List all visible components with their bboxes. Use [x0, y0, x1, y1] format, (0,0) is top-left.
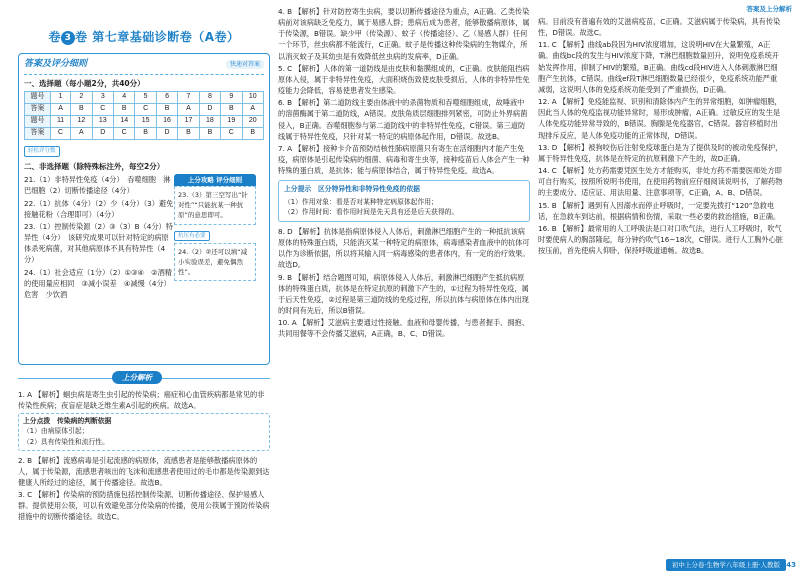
answer-table-cell: B [178, 128, 199, 140]
answer-table-cell: D [156, 128, 177, 140]
answer-table-cell: 13 [92, 116, 113, 128]
analysis-item: 14. C 【解析】处方药需要凭医生处方才能购买，非处方药不需要医师处方即可自行购买，按照所说明书使用，在使用药物前应仔细阅读说明书，了解药物的主要成分、适应证、用法用量、注意事项等，C正确，A、B、D错误。 [538, 166, 783, 198]
answer-table-cell: 20 [242, 116, 263, 128]
answer-table-cell: 1 [51, 92, 71, 104]
answer-table-cell: A [51, 104, 71, 116]
answer-table-cell: 14 [114, 116, 135, 128]
exam-number-badge: 3 [61, 31, 75, 45]
section-2-title: 二、非选择题（除特殊标注外，每空2分） [24, 161, 165, 171]
answer-table-cell: 11 [51, 116, 71, 128]
analysis-item: 3. C 【解析】传染病的预防措施包括控制传染源、切断传播途径、保护易感人群。提供使用公筷，可以有效避免部分传染病的传播，使用公筷属于预防传染病措施中的切断传播途径。故选C。 [18, 489, 270, 522]
section-1-title: 一、选择题（每小题2分，共40分） [24, 78, 145, 88]
answer-table-cell: B [135, 128, 156, 140]
answer-table-cell: C [51, 128, 71, 140]
analysis-item: 10. A 【解析】艾滋病主要通过性接触、血液和母婴传播，与患者握手、拥抱、共同用餐等不会传播艾滋病，A正确，B、C、D错误。 [278, 318, 529, 339]
answer-box-tag: 快速对答案 [226, 60, 264, 69]
answer-table-cell: B [114, 104, 135, 116]
page-title: 卷 3 卷 第七章基础诊断卷（A卷） [48, 30, 240, 44]
answer-table-cell: 12 [71, 116, 92, 128]
answer-21: 21.（1）非特异性免疫（4分） 吞噬细胞 淋巴细胞（2）切断传播途径（4分） [24, 175, 171, 196]
scoring-note-24: 24.（2）②还可以填“减小实验误差，避免偶然性”。 [174, 243, 256, 281]
answer-table-cell: C [114, 128, 135, 140]
scoring-tips [174, 174, 256, 281]
tip-title: 上分点拨 传染病的判断依据 [23, 416, 112, 425]
tip-box: 上分点拨 传染病的判断依据 （1）由病原体引起； （2）具有传染性和流行性。 [18, 413, 270, 451]
answer-table-cell: 2 [71, 92, 92, 104]
analysis-item: 4. B 【解析】针对防控寄生虫病，要以切断传播途径为重点，A正确。乙类传染病前对该病缺乏免疫力，属于易感人群；患病后成为患者，能够散播病原体，属于传染源，B错误。缺少甲（传染源）、蚊子（传播途径）、乙（易感人群）任何一个环节，丝虫病都不能流行，C正确。蚊子是传播这种传染病的生物媒介，所以消灭蚊子及其幼虫是有效降低丝虫病的发病率，D正确。 [278, 7, 530, 61]
analysis-item: 12. A 【解析】免疫能监视、识别和清除体内产生的异常细胞，如肿瘤细胞，因此当人体的免疫监视功能异常时，易形成肿瘤，A正确。过敏反应的发生是人体免疫功能异常导致的，B错误。胸腺是免疫器官，C错误。器官移植时出现排斥反应，是人体免疫功能的正常体现，D错误。 [538, 97, 782, 140]
answer-table-cell: 9 [221, 92, 242, 104]
analysis-divider [18, 371, 270, 385]
answer-table-cell: 6 [156, 92, 177, 104]
column-2 [278, 6, 530, 341]
tip-title: 上分提示 区分特异性和非特异性免疫的依据 [284, 185, 420, 194]
answer-table-cell: D [199, 104, 220, 116]
analysis-item: 7. A 【解析】接种卡介苗预防结核性肺病原菌只有寄生在活细胞内才能产生免疫，病原体是引起传染病的细菌、病毒和寄生虫等，接种疫苗后人体会产生一种特殊的蛋白质，是抗体；能与病原体结合，属于特异性免疫，故选A。 [278, 143, 530, 176]
scoring-note-tag: 抗压有必要 [174, 231, 210, 242]
answer-table-cell: A [178, 104, 199, 116]
section-header-tag: 答案及上分解析 [746, 5, 792, 13]
tip-box: 上分提示 区分特异性和非特异性免疫的依据 （1）作用对象：看是否对某种特定病原体起作用； （2）作用时间：看作用时间是先天具有还是后天获得的。 [278, 180, 530, 222]
fill-answers [24, 174, 264, 300]
analysis-item: 1. A 【解析】蛔虫病是寄生虫引起的传染病；癌症和心血管疾病都是常见的非传染性疾病；夜盲症是缺乏维生素A引起的疾病。故选A。 [18, 389, 265, 410]
analysis-item: 2. B 【解析】流感病毒是引起流感的病原体，流感患者是能够散播病原体的人，属于传染源，流感患者咳出的飞沫和流感患者使用过的毛巾都是传染源到达健康人所经过的途径，属于传播途径。故选B。 [18, 455, 270, 487]
answer-table-cell: 10 [242, 92, 263, 104]
analysis-item: 病。目前没有普遍有效的艾滋病疫苗，C正确。艾滋病属于传染病，具有传染性，D错误。故选C。 [538, 17, 781, 38]
answer-box-heading: 答案及评分细则 [24, 58, 88, 69]
answer-table-row [25, 92, 264, 104]
page-number: 43 [786, 561, 796, 570]
answer-table-header-cell: 答案 [25, 104, 51, 116]
answer-24: 24.（1）社会适应（1分）（2）①③④ ②酒精的使用量应相同 ③减小误差 ④减慢（4分） 危害 少饮酒 [24, 267, 175, 299]
analysis-item: 16. B 【解析】最常用的人工呼吸法是口对口吹气法，进行人工呼吸时，吹气时要使病人的胸部隆起，每分钟约吹气16~18次，C错误。进行人工胸外心脏按压前，首先使病人仰卧，保持呼吸道通畅。故选B。 [538, 223, 783, 256]
answer-table-cell: 4 [114, 92, 135, 104]
analysis-item: 5. C 【解析】人体的第一道防线是由皮肤和黏膜组成的，C正确。皮肤能阻挡病原体入侵，属于非特异性免疫，大面积烧伤致使皮肤受损后，人体的非特异性免疫能力会降低，容易使患者发生感染。 [278, 63, 530, 96]
answer-23: 23.（1）控制传染源（2）③（3）B（4分）特异性（4分） 该研究成果可以针对特定的病原体杀死病菌，对其他病原体不具有特异性（4分） [24, 221, 173, 265]
analysis-item: 13. D 【解析】被狗咬伤后注射免疫球蛋白是为了提供及时的被动免疫保护，属于特异性免疫，抗体是在特定的抗原刺激下产生的，故D正确。 [538, 142, 783, 163]
section-2-tag: 轻松评分数 [24, 146, 60, 157]
analysis-item: 8. D 【解析】抗体是指病原体侵入人体后，刺激淋巴细胞产生的一种抵抗该病原体的特殊蛋白质，只能消灭某一种特定的病原体，病毒感染者血液中的抗体可以作为诊断依据，所以将其输入同一病毒感染的患者体内，有一定的治疗效果。故选D。 [278, 226, 530, 270]
answer-table-cell: 19 [221, 116, 242, 128]
analysis-item: 15. B 【解析】遇到有人因溺水而停止呼吸时，一定要先拨打“120”急救电话，在急救车到达前，根据病情和伤情，采取一些必要的救治措施，B正确。 [538, 200, 781, 221]
answer-table-header-cell: 答案 [25, 128, 51, 140]
answer-table-cell: 18 [199, 116, 220, 128]
answer-table-row [25, 128, 264, 140]
answer-table-cell: C [135, 104, 156, 116]
answer-table-cell: B [221, 104, 242, 116]
answer-table-cell: 3 [92, 92, 113, 104]
answer-22: 22.（1）抗体（4分）（2）少（4分）（3）避免接触花粉（合理即可）（4分） [24, 198, 174, 219]
column-3 [538, 16, 783, 257]
answer-table-cell: B [242, 128, 263, 140]
answer-table-cell: 15 [135, 116, 156, 128]
column-1 [18, 28, 270, 523]
answer-table-cell: A [242, 104, 263, 116]
analysis-item: 9. B 【解析】结合题图可知，病原体侵入人体后，刺激淋巴细胞产生抵抗病原体的特殊蛋白质，抗体是在特定抗原的刺激下产生的，①过程为特异性免疫，属于后天性免疫，②过程是第三道防线的免疫过程，所以抗体与病原体在体内出现的时间有先后，所以B错误。 [278, 272, 529, 316]
answer-table [24, 91, 264, 140]
scoring-note-23: 23.（3）第三空写出“针对性”“只能抗某一种抗原”的意思即可。 [174, 186, 256, 224]
answer-table-cell: 17 [178, 116, 199, 128]
answer-box [18, 53, 270, 365]
title-text: 第七章基础诊断卷（A卷） [92, 30, 240, 44]
answer-table-header-cell: 题号 [25, 92, 51, 104]
analysis-label: 上分解析 [112, 371, 162, 385]
answer-table-cell: B [199, 128, 220, 140]
answer-table-cell: 7 [178, 92, 199, 104]
analysis-item: 6. B 【解析】第二道防线主要由体液中的杀菌物质和吞噬细胞组成，故唾液中的溶菌酶属于第二道防线，A错误。皮肤角质层细胞排列紧密，可防止外界病菌侵入，B正确。吞噬细胞参与第二道防线中的非特异性免疫，C错误。第三道防线属于特异性免疫，只针对某一特定的病原体起作用，D错误。故选B。 [278, 98, 528, 141]
answer-table-row [25, 104, 264, 116]
answer-table-cell: 16 [156, 116, 177, 128]
answer-table-cell: B [156, 104, 177, 116]
answer-table-cell: A [71, 128, 92, 140]
footer-label: 初中上分卷·生物学八年级上册·人教版 [666, 559, 786, 571]
answer-table-header-cell: 题号 [25, 116, 51, 128]
answer-table-cell: 5 [135, 92, 156, 104]
analysis-item: 11. C 【解析】曲线ab段因为HIV浓度增加，这说明HIV在大量繁殖，A正确。曲线bc段的发生与HIV浓度下降，T淋巴细胞数量回升，说明免疫系统开始发挥作用，抑制了HIV的繁殖，B正确。曲线cd段HIV进入人体刺激淋巴细胞产生抗体，C错误。曲线ef段T淋巴细胞数量已经很少，免疫系统功能严重减弱，这说明人体的免疫系统功能受到了严重损伤，D正确。 [538, 40, 779, 94]
answer-table-cell: C [221, 128, 242, 140]
answer-table-cell: D [92, 128, 113, 140]
scoring-tips-title: 上分攻略 评分细则 [174, 174, 256, 186]
answer-table-cell: C [92, 104, 113, 116]
analysis-list-1 [18, 389, 270, 523]
answer-table-cell: 8 [199, 92, 220, 104]
answer-box-header [24, 58, 264, 75]
answer-table-row [25, 116, 264, 128]
answer-table-cell: B [71, 104, 92, 116]
